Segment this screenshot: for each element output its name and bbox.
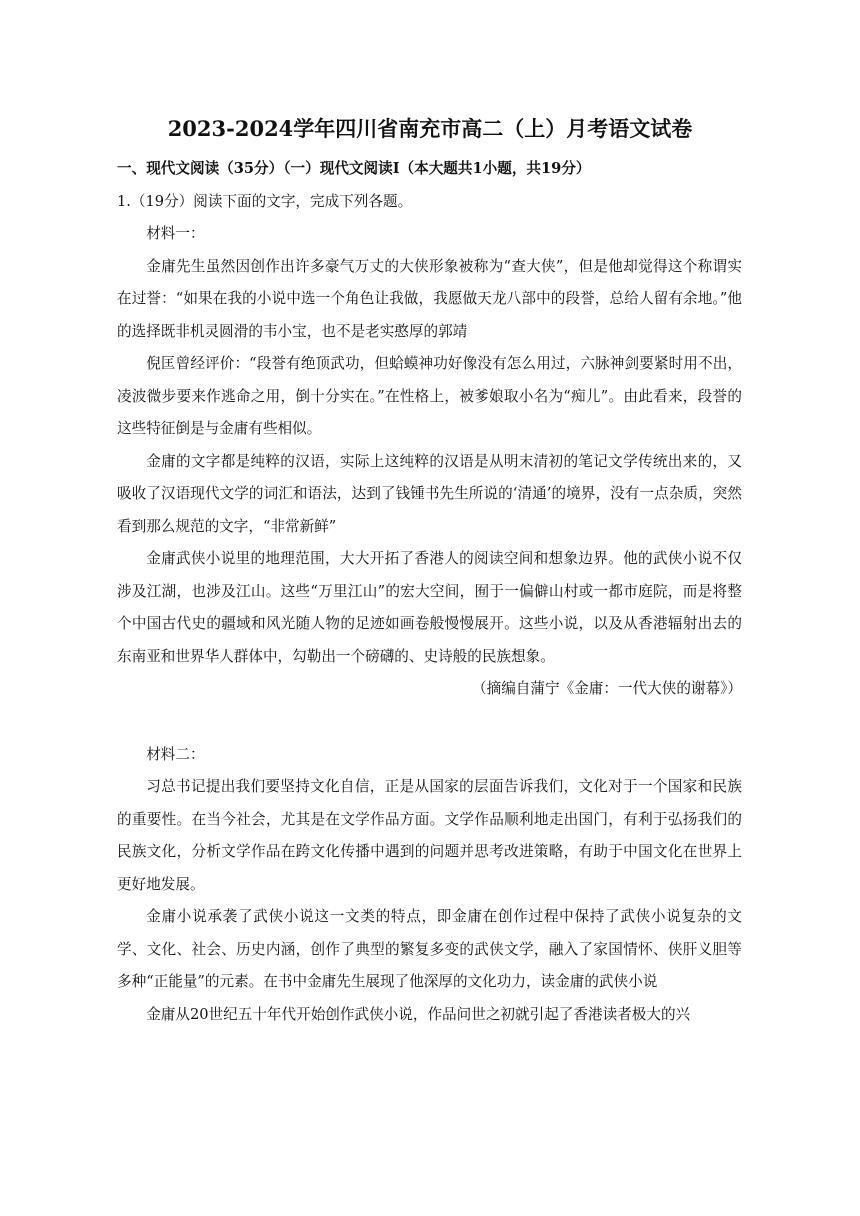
- material2-label: 材料二：: [146, 745, 205, 763]
- material1-source: （摘编自蒲宁《金庸：一代大侠的谢幕》）: [472, 680, 742, 697]
- material2-paragraph: 金庸从20世纪五十年代开始创作武侠小说，作品问世之初就引起了香港读者极大的兴: [146, 1005, 691, 1023]
- material2-paragraph: 金庸小说承袭了武侠小说这一文类的特点，即金庸在创作过程中保持了武侠小说复杂的文学、文化、社会、历史内涵，创作了典型的繁复多变的武侠文学，融入了家国情怀、侠肝义胆等多种“正能量”的元素。在书中金庸先生展现了他深厚的文化功力，读金庸的武侠小说: [117, 908, 742, 990]
- material2-paragraph: 习总书记提出我们要坚持文化自信，正是从国家的层面告诉我们，文化对于一个国家和民族的重要性。在当今社会，尤其是在文学作品方面。文学作品顺利地走出国门，有利于弘扬我们的民族文化，分析文学作品在跨文化传播中遇到的问题并思考改进策略，有助于中国文化在世界上更好地发展。: [117, 778, 742, 893]
- material1-paragraph: 金庸武侠小说里的地理范围，大大开拓了香港人的阅读空间和想象边界。他的武侠小说不仅涉及江湖，也涉及江山。这些“万里江山”的宏大空间，囿于一偏僻山村或一都市庭院，而是将整个中国古代史的疆域和风光随人物的足迹如画卷般慢慢展开。这些小说，以及从香港辐射出去的东南亚和世界华人群体中，勾勒出一个磅礴的、史诗般的民族想象。: [117, 550, 742, 665]
- exam-content: [117, 153, 742, 1031]
- material1-paragraph: 倪匡曾经评价：“段誉有绝顶武功，但蛤蟆神功好像没有怎么用过，六脉神剑要紧时用不出，凌波微步要来作逃命之用，倒十分实在。”在性格上，被爹娘取小名为“痴儿”。由此看来，段誉的这些特征倒是与金庸有些相似。: [117, 355, 742, 437]
- question-intro: 1.（19分）阅读下面的文字，完成下列各题。: [117, 192, 413, 210]
- material1-label: 材料一：: [146, 225, 205, 242]
- exam-title: 2023-2024学年四川省南充市高二（上）月考语文试卷: [167, 116, 693, 141]
- section-heading: 一、现代文阅读（35分）（一）现代文阅读I（本大题共1小题，共19分）: [117, 160, 591, 177]
- material1-paragraph: 金庸的文字都是纯粹的汉语，实际上这纯粹的汉语是从明末清初的笔记文学传统出来的，又吸收了汉语现代文学的词汇和语法，达到了钱锺书先生所说的‘清通’的境界，没有一点杂质，突然看到那么规范的文字，“非常新鲜”: [117, 452, 742, 535]
- material-spacer: [117, 706, 742, 739]
- material1-paragraph: 金庸先生虽然因创作出许多豪气万丈的大侠形象被称为“查大侠”，但是他却觉得这个称谓实在过誉：“如果在我的小说中选一个角色让我做，我愿做天龙八部中的段誉，总给人留有余地。”他的选择既非机灵圆滑的韦小宝，也不是老实憨厚的郭靖: [117, 257, 742, 340]
